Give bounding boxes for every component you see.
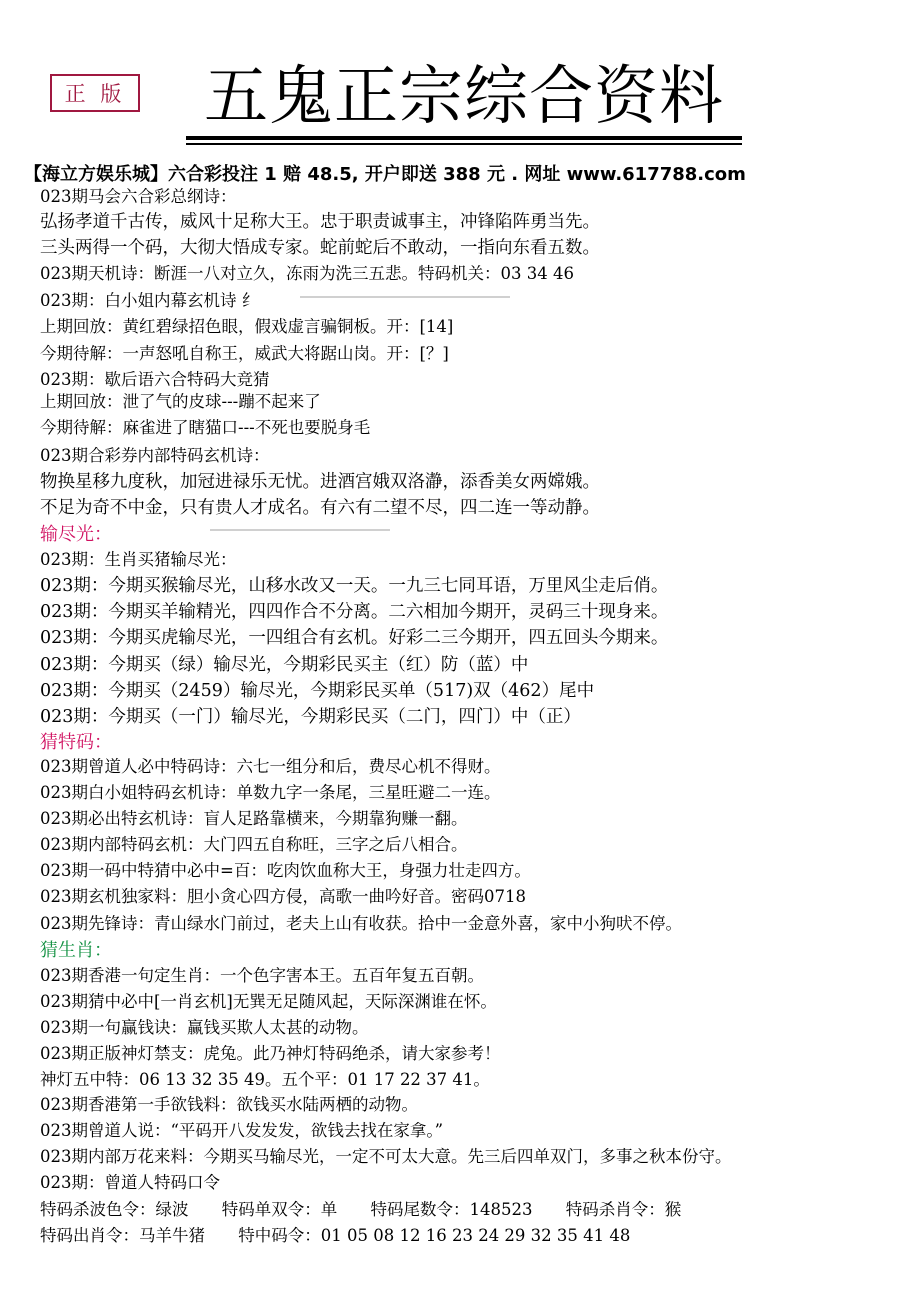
text-line: 023期白小姐特码玄机诗：单数九字一条尾，三星旺避二一连。: [40, 783, 501, 802]
text-line: 物换星移九度秋，加冠进禄乐无忧。进酒宫娥双洛瀞，添香美女两嫦娥。: [40, 472, 600, 492]
text-line: 023期合彩券内部特码玄机诗：: [40, 446, 270, 465]
text-line: 023期：今期买（绿）输尽光，今期彩民买主（红）防（蓝）中: [40, 655, 529, 675]
text-line: 三头两得一个码，大彻大悟成专家。蛇前蛇后不敢动，一指向东看五数。: [40, 238, 600, 258]
text-line: 023期先锋诗：青山绿水门前过，老夫上山有收获。拾中一金意外喜，家中小狗吠不停。: [40, 914, 682, 933]
text-line: 023期：今期买（2459）输尽光，今期彩民买单（517)双（462）尾中: [40, 681, 595, 701]
genuine-badge: 正 版: [50, 74, 140, 112]
section-heading-cai-shengxiao: 猜生肖：: [40, 940, 112, 961]
koling-shaxiao: 特码杀肖令：猴: [565, 1200, 682, 1219]
koling-weishu: 特码尾数令：148523: [370, 1200, 533, 1219]
faint-ghost-text: [210, 529, 390, 531]
page-title: 五鬼正宗综合资料: [204, 60, 724, 134]
text-line: 023期一句赢钱诀：赢钱买欺人太甚的动物。: [40, 1018, 369, 1037]
text-line: 上期回放：黄红碧绿招色眼，假戏虚言骗铜板。开：[14]: [40, 317, 454, 336]
koling-row-1: [40, 1196, 681, 1220]
section-heading-shujinguang: 输尽光：: [40, 524, 112, 545]
text-line: 023期内部万花来料：今期买马输尽光，一定不可太大意。先三后四单双门，多事之秋本份守。: [40, 1147, 732, 1166]
text-line: 023期：白小姐内幕玄机诗 纟: [40, 291, 259, 310]
title-underline: [186, 136, 742, 140]
text-line: 023期必出特玄机诗：盲人足路靠横来，今期靠狗赚一翻。: [40, 809, 468, 828]
koling-tezhongma: 特中码令：01 05 08 12 16 23 24 29 32 35 41 48: [238, 1226, 631, 1245]
text-line: 023期：曾道人特码口令: [40, 1173, 220, 1192]
text-line: 今期待解：一声怒吼自称王，威武大将踞山岗。开：[？]: [40, 344, 449, 363]
text-line: 023期香港第一手欲钱料：欲钱买水陆两栖的动物。: [40, 1095, 418, 1114]
text-line: 023期：今期买羊输精光，四四作合不分离。二六相加今期开，灵码三十现身来。: [40, 602, 669, 622]
koling-danshuang: 特码单双令：单: [221, 1200, 338, 1219]
koling-bose: 特码杀波色令：绿波: [40, 1200, 189, 1219]
section-heading-cai-tema: 猜特码：: [40, 732, 112, 753]
text-line: 023期猜中必中[一肖玄机]无巽无足随风起，天际深渊谁在怀。: [40, 992, 497, 1011]
text-line: 不足为奇不中金，只有贵人才成名。有六有二望不尽，四二连一等动静。: [40, 498, 600, 518]
text-line: 023期：今期买虎输尽光，一四组合有玄机。好彩二三今期开，四五回头今期来。: [40, 628, 669, 648]
text-line: 023期：生肖买猪输尽光：: [40, 550, 237, 569]
text-line: 023期曾道人说：“平码开八发发发，欲钱去找在家拿。”: [40, 1121, 444, 1140]
text-line: 023期一码中特猜中必中=百：吃肉饮血称大王，身强力壮走四方。: [40, 861, 531, 880]
faint-ghost-text: [300, 296, 510, 298]
text-line: 023期：今期买（一门）输尽光，今期彩民买（二门，四门）中（正）: [40, 707, 581, 727]
text-line: 上期回放：泄了气的皮球---蹦不起来了: [40, 392, 321, 411]
text-line: 023期香港一句定生肖：一个色字害本王。五百年复五百朝。: [40, 966, 484, 985]
text-line: 023期玄机独家料：胆小贪心四方侵，高歌一曲吟好音。密码0718: [40, 887, 526, 906]
koling-row-2: [40, 1222, 630, 1246]
title-underline-thin: [186, 143, 742, 145]
ad-banner: 【海立方娱乐城】六合彩投注 1 赔 48.5, 开户即送 388 元 . 网址 www.617788.com: [24, 164, 746, 185]
koling-chuxiao: 特码出肖令：马羊牛猪: [40, 1226, 205, 1245]
text-line: 神灯五中特：06 13 32 35 49。五个平：01 17 22 37 41。: [40, 1070, 490, 1089]
text-line: 今期待解：麻雀进了瞎猫口---不死也要脱身毛: [40, 418, 371, 437]
text-line: 弘扬孝道千古传，威风十足称大王。忠于职责诚事主，冲锋陷阵勇当先。: [40, 212, 600, 232]
text-line: 023期马会六合彩总纲诗：: [40, 187, 237, 206]
text-line: 023期：歇后语六合特码大竞猜: [40, 370, 270, 389]
text-line: 023期天机诗：断涯一八对立久，冻雨为洗三五悲。特码机关：03 34 46: [40, 264, 574, 283]
text-line: 023期曾道人必中特码诗：六七一组分和后，费尽心机不得财。: [40, 757, 501, 776]
text-line: 023期内部特码玄机：大门四五自称旺，三字之后八相合。: [40, 835, 468, 854]
text-line: 023期正版神灯禁支：虎兔。此乃神灯特码绝杀，请大家参考！: [40, 1044, 501, 1063]
text-line: 023期：今期买猴输尽光，山移水改又一天。一九三七同耳语，万里风尘走后俏。: [40, 576, 669, 596]
